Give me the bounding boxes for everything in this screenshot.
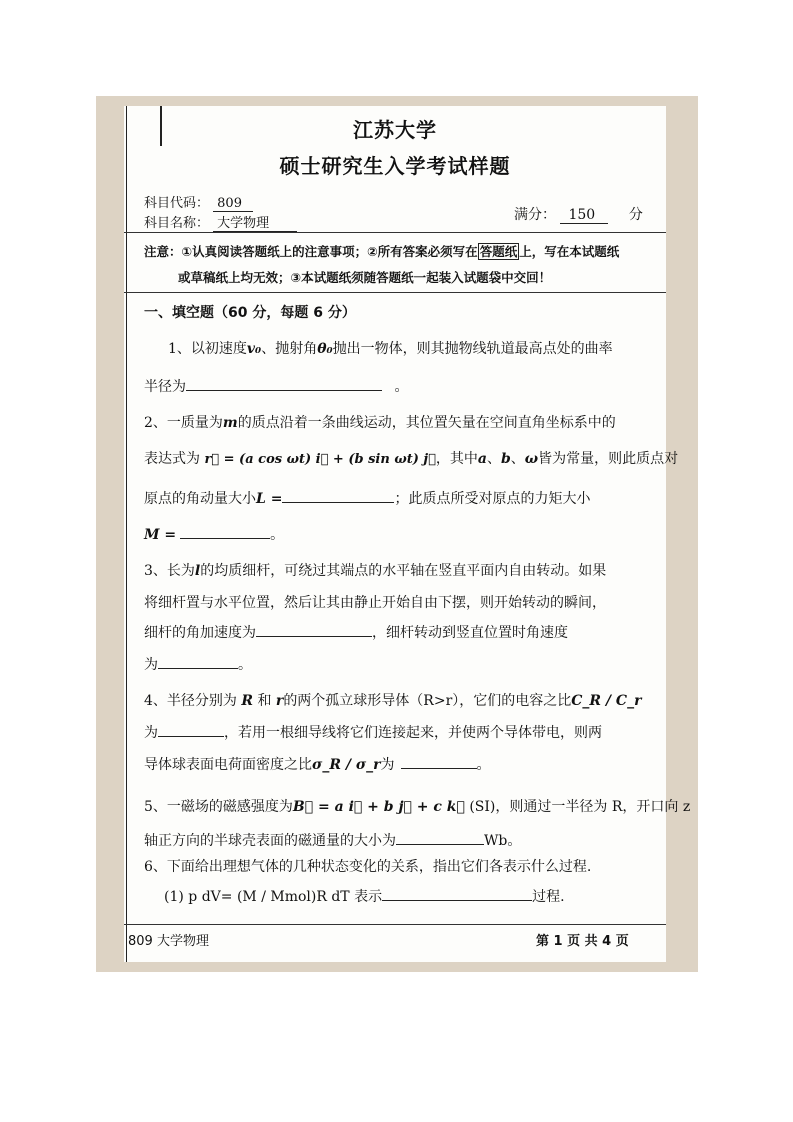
q2-answer-blank-2	[180, 524, 270, 539]
q5-text-b: (SI)，则通过一半径为 R，开口向 z	[469, 799, 691, 815]
full-score-row	[514, 204, 643, 224]
university-name: 江苏大学	[353, 118, 437, 142]
q3-text-b: 的均质细杆，可绕过其端点的水平轴在竖直平面内自由转动。如果	[200, 563, 607, 579]
q5-answer-blank	[396, 830, 484, 845]
q2-mass: m	[222, 415, 238, 431]
section-title: 一、填空题（60 分，每题 6 分）	[144, 305, 356, 321]
q6-line-1: 6、下面给出理想气体的几种状态变化的关系，指出它们各表示什么过程.	[144, 859, 592, 875]
full-score-value: 150	[560, 207, 608, 224]
q4-text-d: ，若用一根细导线将它们连接起来，并使两个导体带电，则两	[224, 725, 602, 741]
q3-line-3	[144, 622, 568, 642]
q3-l: l	[194, 563, 201, 579]
q3-answer-blank-2	[158, 654, 238, 669]
footer-page-number: 第 1 页 共 4 页	[536, 934, 629, 949]
q2-b: b	[500, 451, 511, 467]
q2-line-3	[144, 488, 590, 508]
q3-text-e: ，细杆转动到竖直位置时角速度	[372, 625, 568, 641]
divider-footer	[124, 924, 666, 925]
q4-end: 。	[476, 757, 491, 773]
q3-line-1	[144, 560, 606, 580]
q2-line-2	[144, 448, 678, 468]
q4-text-a: 4、半径分别为	[144, 693, 237, 709]
q4-answer-blank-2	[401, 754, 477, 769]
q5-field-formula: B⃗ = a i⃗ + b j⃗ + c k⃗	[292, 799, 465, 815]
footer-subject: 809 大学物理	[128, 934, 209, 949]
q1-text-c: 抛出一物体，则其抛物线轨道最高点处的曲率	[332, 341, 613, 357]
notice-text-1b: 上，写在本试题纸	[519, 244, 620, 259]
subject-name-row	[144, 212, 297, 232]
notice-line-2: 或草稿纸上均无效；③本试题纸须随答题纸一起装入试题袋中交回！	[178, 270, 552, 285]
q4-text-e: 导体球表面电荷面密度之比	[144, 757, 312, 773]
q2-a: a	[477, 451, 487, 467]
notice-text-1a: ①认真阅读答题纸上的注意事项；②所有答案必须写在	[181, 244, 478, 259]
notice-line-1	[144, 242, 619, 260]
q1-end: 。	[394, 379, 409, 395]
q4-line-3	[144, 754, 491, 774]
q1-line-1	[168, 338, 613, 358]
q4-text-c: 为	[144, 725, 158, 741]
q3-text-a: 3、长为	[144, 563, 195, 579]
q1-v0: v₀	[246, 341, 262, 357]
q1-text-a: 1、以初速度	[168, 341, 247, 357]
q2-L: L =	[256, 491, 283, 507]
q5-unit: Wb。	[484, 833, 522, 849]
q2-text-a: 2、一质量为	[144, 415, 223, 431]
exam-page	[124, 106, 691, 962]
q1-line-2	[144, 376, 408, 396]
q4-answer-blank-1	[158, 722, 224, 737]
q4-line-2	[144, 722, 602, 742]
q4-line-1	[144, 690, 641, 710]
scan-background	[96, 96, 698, 972]
full-score-label: 满分：	[514, 207, 556, 223]
q5-text-a: 5、一磁场的磁感强度为	[144, 799, 293, 815]
q6-item-1: (1) p dV= (M / Mmol)R dT 表示	[164, 889, 383, 905]
divider-notice	[124, 292, 666, 293]
q3-end: 。	[238, 657, 252, 673]
subject-code-label: 科目代码：	[144, 196, 210, 211]
q5-line-1	[144, 796, 690, 816]
q1-text-b: 、抛射角	[261, 341, 318, 357]
q4-text-f: 为	[380, 757, 395, 773]
q2-position-formula: r⃗ = (a cos ωt) i⃗ + (b sin ωt) j⃗	[204, 452, 436, 467]
q4-r: r	[275, 693, 284, 709]
q2-text-c: 表达式为	[144, 451, 200, 467]
q1-text-d: 半径为	[144, 379, 186, 395]
q2-text-d: ，其中	[435, 451, 478, 467]
answer-sheet-box: 答题纸	[479, 244, 518, 259]
q4-density-ratio: σ_R / σ_r	[312, 757, 381, 773]
q5-line-2	[144, 830, 521, 850]
subject-code-row	[144, 192, 253, 212]
q2-text-e: 皆为常量，则此质点对	[538, 451, 679, 467]
q4-R: R	[241, 693, 254, 709]
q2-M: M =	[144, 527, 177, 543]
q2-answer-blank-1	[282, 488, 394, 503]
subject-name-label: 科目名称：	[144, 216, 210, 231]
q6-answer-blank-1	[382, 886, 532, 901]
q6-item-1-end: 过程.	[532, 889, 565, 905]
subject-code-value: 809	[213, 196, 253, 212]
notice-label: 注意：	[144, 244, 182, 259]
full-score-unit: 分	[628, 207, 643, 223]
exam-title: 硕士研究生入学考试样题	[279, 154, 511, 178]
q2-line-1	[144, 412, 616, 432]
q1-theta: θ₀	[317, 341, 333, 357]
q2-line-4	[144, 524, 284, 544]
q3-text-d: 细杆的角加速度为	[144, 625, 256, 641]
q4-and: 和	[257, 693, 272, 709]
q3-text-f: 为	[144, 657, 158, 673]
q2-text-g: ；此质点所受对原点的力矩大小	[394, 491, 591, 507]
q2-sep-1: 、	[486, 451, 501, 467]
margin-line	[126, 106, 127, 962]
q2-text-f: 原点的角动量大小	[144, 491, 256, 507]
q3-line-2: 将细杆置与水平位置，然后让其由静止开始自由下摆，则开始转动的瞬间，	[144, 595, 606, 611]
q6-line-2	[164, 886, 565, 906]
q2-text-b: 的质点沿着一条曲线运动，其位置矢量在空间直角坐标系中的	[237, 415, 616, 431]
q2-omega: ω	[524, 451, 539, 467]
subject-name-value: 大学物理	[213, 212, 297, 232]
divider-top	[124, 232, 666, 233]
q2-end: 。	[270, 527, 285, 543]
q1-answer-blank	[186, 376, 382, 391]
q5-text-c: 轴正方向的半球壳表面的磁通量的大小为	[144, 833, 396, 849]
q4-text-b: 的两个孤立球形导体（R>r），它们的电容之比	[283, 693, 572, 709]
q3-answer-blank-1	[256, 622, 372, 637]
q2-sep-2: 、	[510, 451, 525, 467]
q3-line-4	[144, 654, 252, 674]
q4-capacitance-ratio: C_R / C_r	[571, 693, 642, 709]
